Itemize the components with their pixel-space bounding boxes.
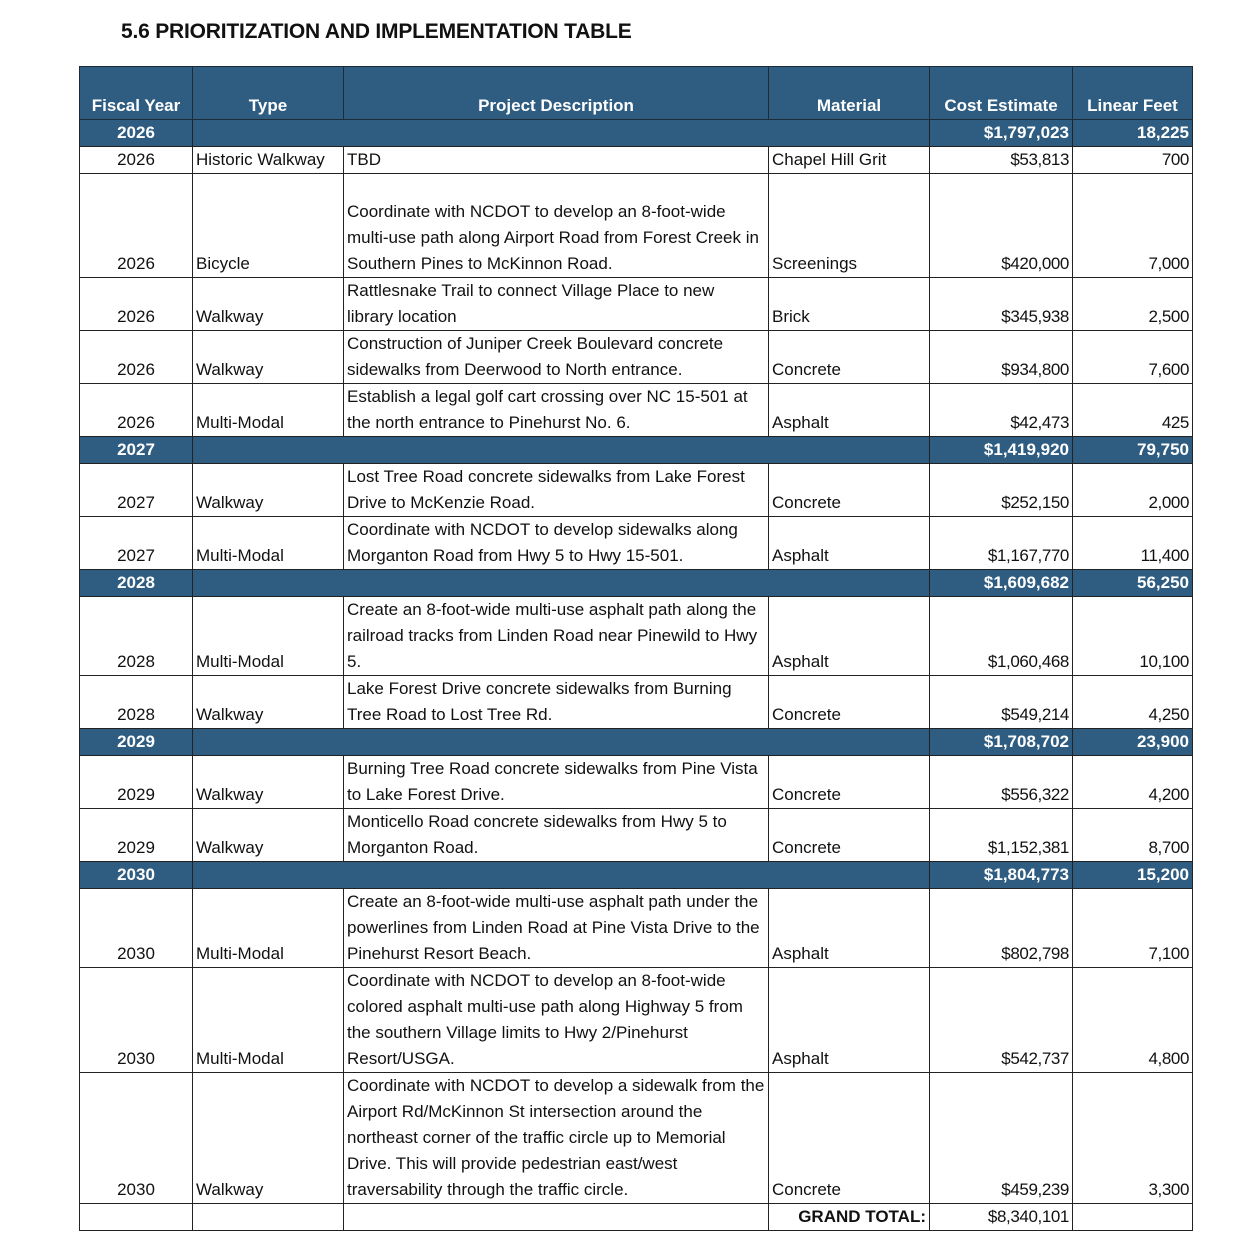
cell-material: Chapel Hill Grit	[769, 147, 930, 174]
cell-cost-estimate: $1,152,381	[930, 809, 1073, 862]
cell-type: Multi-Modal	[193, 968, 344, 1073]
cell-material: Asphalt	[769, 968, 930, 1073]
cell-type: Walkway	[193, 278, 344, 331]
cell-type: Multi-Modal	[193, 517, 344, 570]
cell-description: Burning Tree Road concrete sidewalks from Pine Vista to Lake Forest Drive.	[344, 756, 769, 809]
cell-linear-feet: 7,600	[1073, 331, 1193, 384]
cell-description: Create an 8-foot-wide multi-use asphalt path along the railroad tracks from Linden Road near Pinewild to Hwy 5.	[344, 597, 769, 676]
table-row	[80, 147, 1193, 174]
cell-type: Bicycle	[193, 174, 344, 278]
cell-linear-feet: 3,300	[1073, 1073, 1193, 1204]
cell-fiscal-year: 2030	[80, 1073, 193, 1204]
cell-description: TBD	[344, 147, 769, 174]
cell-fiscal-year: 2026	[80, 147, 193, 174]
cell-description: Establish a legal golf cart crossing over NC 15-501 at the north entrance to Pinehurst No. 6.	[344, 384, 769, 437]
summary-blank	[193, 862, 930, 889]
header-cost-estimate: Cost Estimate	[930, 67, 1073, 120]
summary-feet: 18,225	[1073, 120, 1193, 147]
table-row	[80, 1073, 1193, 1204]
cell-linear-feet: 700	[1073, 147, 1193, 174]
cell-material: Concrete	[769, 756, 930, 809]
cell-cost-estimate: $802,798	[930, 889, 1073, 968]
cell-linear-feet: 4,800	[1073, 968, 1193, 1073]
cell-cost-estimate: $1,167,770	[930, 517, 1073, 570]
cell-linear-feet: 10,100	[1073, 597, 1193, 676]
summary-year: 2027	[80, 437, 193, 464]
cell-description: Create an 8-foot-wide multi-use asphalt path under the powerlines from Linden Road at Pine Vista Drive to the Pinehurst Resort Beach.	[344, 889, 769, 968]
cell-type: Walkway	[193, 676, 344, 729]
cell-cost-estimate: $934,800	[930, 331, 1073, 384]
table-header-row	[80, 67, 1193, 120]
table-row	[80, 384, 1193, 437]
page-title: 5.6 PRIORITIZATION AND IMPLEMENTATION TABLE	[121, 20, 632, 43]
cell-type: Walkway	[193, 756, 344, 809]
summary-blank	[193, 570, 930, 597]
cell-type: Multi-Modal	[193, 384, 344, 437]
cell-material: Asphalt	[769, 889, 930, 968]
cell-material: Concrete	[769, 331, 930, 384]
table-row	[80, 809, 1193, 862]
cell-cost-estimate: $549,214	[930, 676, 1073, 729]
cell-fiscal-year: 2026	[80, 174, 193, 278]
cell-description: Coordinate with NCDOT to develop a sidewalk from the Airport Rd/McKinnon St intersection around the northeast corner of the traffic circle up to Memorial Drive. This will provide pedestrian east/west traversability through the traffic circle.	[344, 1073, 769, 1204]
table-body	[80, 120, 1193, 1231]
grand-total-cost: $8,340,101	[930, 1204, 1073, 1231]
header-type: Type	[193, 67, 344, 120]
cell-fiscal-year: 2027	[80, 464, 193, 517]
cell-linear-feet: 7,000	[1073, 174, 1193, 278]
cell-cost-estimate: $459,239	[930, 1073, 1073, 1204]
cell-cost-estimate: $556,322	[930, 756, 1073, 809]
summary-cost: $1,708,702	[930, 729, 1073, 756]
cell-cost-estimate: $420,000	[930, 174, 1073, 278]
cell-fiscal-year: 2027	[80, 517, 193, 570]
total-blank	[80, 1204, 193, 1231]
cell-material: Brick	[769, 278, 930, 331]
cell-material: Screenings	[769, 174, 930, 278]
total-blank	[193, 1204, 344, 1231]
year-summary-row	[80, 120, 1193, 147]
header-material: Material	[769, 67, 930, 120]
cell-description: Construction of Juniper Creek Boulevard concrete sidewalks from Deerwood to North entrance.	[344, 331, 769, 384]
cell-cost-estimate: $542,737	[930, 968, 1073, 1073]
cell-description: Coordinate with NCDOT to develop an 8-foot-wide multi-use path along Airport Road from Forest Creek in Southern Pines to McKinnon Road.	[344, 174, 769, 278]
cell-description: Rattlesnake Trail to connect Village Place to new library location	[344, 278, 769, 331]
cell-type: Walkway	[193, 331, 344, 384]
cell-material: Asphalt	[769, 517, 930, 570]
summary-cost: $1,419,920	[930, 437, 1073, 464]
cell-linear-feet: 11,400	[1073, 517, 1193, 570]
cell-material: Concrete	[769, 464, 930, 517]
year-summary-row	[80, 437, 1193, 464]
table-row	[80, 331, 1193, 384]
summary-cost: $1,797,023	[930, 120, 1073, 147]
cell-fiscal-year: 2028	[80, 597, 193, 676]
cell-material: Concrete	[769, 676, 930, 729]
summary-feet: 15,200	[1073, 862, 1193, 889]
cell-linear-feet: 425	[1073, 384, 1193, 437]
summary-blank	[193, 729, 930, 756]
cell-type: Walkway	[193, 464, 344, 517]
total-blank	[1073, 1204, 1193, 1231]
total-blank	[344, 1204, 769, 1231]
cell-fiscal-year: 2030	[80, 968, 193, 1073]
summary-year: 2029	[80, 729, 193, 756]
table-row	[80, 756, 1193, 809]
header-project-description: Project Description	[344, 67, 769, 120]
cell-fiscal-year: 2030	[80, 889, 193, 968]
summary-blank	[193, 437, 930, 464]
cell-linear-feet: 7,100	[1073, 889, 1193, 968]
cell-linear-feet: 8,700	[1073, 809, 1193, 862]
table-row	[80, 968, 1193, 1073]
table-row	[80, 676, 1193, 729]
cell-type: Historic Walkway	[193, 147, 344, 174]
year-summary-row	[80, 862, 1193, 889]
summary-year: 2030	[80, 862, 193, 889]
summary-feet: 56,250	[1073, 570, 1193, 597]
cell-cost-estimate: $345,938	[930, 278, 1073, 331]
header-fiscal-year: Fiscal Year	[80, 67, 193, 120]
cell-description: Lake Forest Drive concrete sidewalks from Burning Tree Road to Lost Tree Rd.	[344, 676, 769, 729]
cell-material: Asphalt	[769, 597, 930, 676]
summary-cost: $1,609,682	[930, 570, 1073, 597]
cell-fiscal-year: 2026	[80, 278, 193, 331]
cell-linear-feet: 2,000	[1073, 464, 1193, 517]
cell-cost-estimate: $53,813	[930, 147, 1073, 174]
header-linear-feet: Linear Feet	[1073, 67, 1193, 120]
cell-fiscal-year: 2028	[80, 676, 193, 729]
summary-cost: $1,804,773	[930, 862, 1073, 889]
cell-linear-feet: 2,500	[1073, 278, 1193, 331]
cell-linear-feet: 4,250	[1073, 676, 1193, 729]
cell-fiscal-year: 2026	[80, 384, 193, 437]
year-summary-row	[80, 570, 1193, 597]
summary-feet: 23,900	[1073, 729, 1193, 756]
cell-fiscal-year: 2029	[80, 756, 193, 809]
cell-description: Monticello Road concrete sidewalks from Hwy 5 to Morganton Road.	[344, 809, 769, 862]
prioritization-table	[79, 66, 1193, 1231]
cell-material: Concrete	[769, 1073, 930, 1204]
cell-linear-feet: 4,200	[1073, 756, 1193, 809]
cell-cost-estimate: $1,060,468	[930, 597, 1073, 676]
summary-feet: 79,750	[1073, 437, 1193, 464]
table-row	[80, 464, 1193, 517]
cell-material: Asphalt	[769, 384, 930, 437]
cell-description: Lost Tree Road concrete sidewalks from Lake Forest Drive to McKenzie Road.	[344, 464, 769, 517]
cell-description: Coordinate with NCDOT to develop an 8-foot-wide colored asphalt multi-use path along Highway 5 from the southern Village limits to Hwy 2/Pinehurst Resort/USGA.	[344, 968, 769, 1073]
cell-cost-estimate: $252,150	[930, 464, 1073, 517]
cell-cost-estimate: $42,473	[930, 384, 1073, 437]
cell-fiscal-year: 2029	[80, 809, 193, 862]
cell-fiscal-year: 2026	[80, 331, 193, 384]
grand-total-label: GRAND TOTAL:	[769, 1204, 930, 1231]
cell-type: Walkway	[193, 1073, 344, 1204]
cell-type: Multi-Modal	[193, 597, 344, 676]
year-summary-row	[80, 729, 1193, 756]
cell-description: Coordinate with NCDOT to develop sidewalks along Morganton Road from Hwy 5 to Hwy 15-501.	[344, 517, 769, 570]
table-row	[80, 889, 1193, 968]
table-row	[80, 174, 1193, 278]
summary-year: 2028	[80, 570, 193, 597]
table-row	[80, 278, 1193, 331]
table-row	[80, 517, 1193, 570]
summary-blank	[193, 120, 930, 147]
grand-total-row	[80, 1204, 1193, 1231]
table-row	[80, 597, 1193, 676]
cell-type: Multi-Modal	[193, 889, 344, 968]
cell-material: Concrete	[769, 809, 930, 862]
cell-type: Walkway	[193, 809, 344, 862]
summary-year: 2026	[80, 120, 193, 147]
